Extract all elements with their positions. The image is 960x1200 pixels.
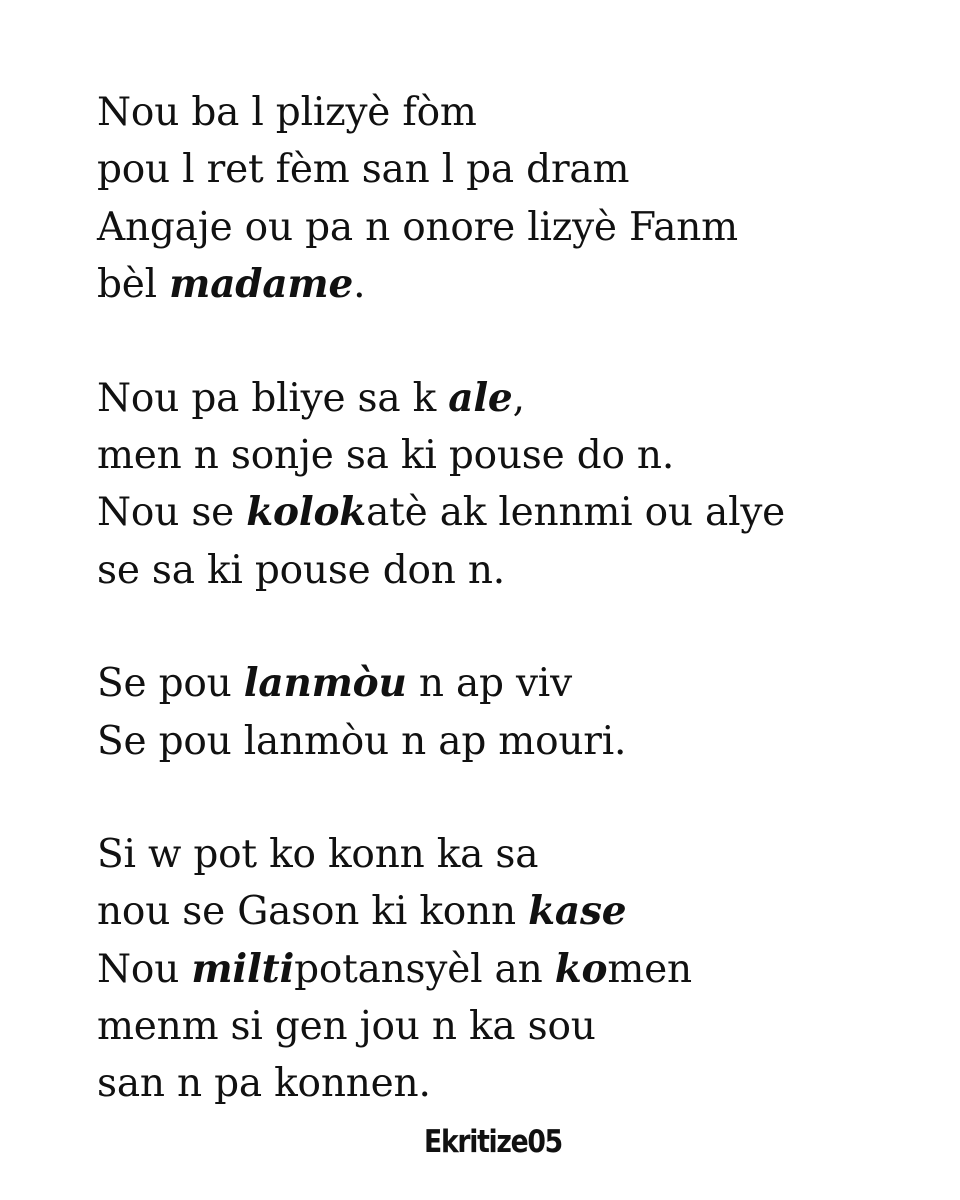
line-text: nou se Gason ki konn [97, 889, 529, 935]
poem-line [97, 199, 917, 256]
emphasized-word: kase [528, 888, 627, 935]
poem-line [97, 542, 917, 599]
poem-line [97, 1055, 917, 1112]
stanza-4 [97, 826, 917, 1113]
poem-line [97, 141, 917, 198]
line-text: Nou pa bliye sa k [97, 375, 449, 421]
emphasized-word: lanmòu [243, 660, 407, 707]
poem-line [97, 427, 917, 484]
line-text: Angaje ou pa n onore lizyè Fanm [97, 204, 738, 250]
author-signature: Ekritize05 [424, 1124, 562, 1160]
poem-line [97, 655, 917, 712]
line-text: se sa ki pouse don n. [97, 547, 505, 593]
emphasized-word: kolok [246, 489, 367, 536]
poem-line [97, 998, 917, 1055]
poem-line [97, 370, 917, 427]
emphasized-word: ale [448, 374, 513, 421]
stanza-2 [97, 370, 917, 600]
line-text: , [512, 375, 525, 421]
line-text: san n pa konnen. [97, 1061, 431, 1107]
line-text: pou l ret fèm san l pa dram [97, 147, 630, 193]
emphasized-word: madame [169, 261, 354, 308]
line-text: . [353, 262, 366, 308]
stanza-3 [97, 655, 917, 770]
line-text: Nou [97, 946, 192, 992]
poem-body [97, 84, 917, 1113]
line-text: atè ak lennmi ou alye [366, 490, 786, 536]
line-text: potansyèl an [294, 946, 555, 992]
poem-line [97, 713, 917, 770]
emphasized-word: milti [191, 945, 295, 992]
line-text: Se pou [97, 661, 244, 707]
poem-line [97, 84, 917, 141]
poem-line [97, 484, 917, 541]
line-text: bèl [97, 262, 170, 308]
stanza-1 [97, 84, 917, 314]
line-text: Nou ba l plizyè fòm [97, 90, 477, 135]
poem-line [97, 256, 917, 313]
poem-line [97, 883, 917, 940]
line-text: menm si gen jou n ka sou [97, 1004, 596, 1050]
line-text: Nou se [97, 490, 247, 536]
poem-line [97, 826, 917, 883]
line-text: n ap viv [406, 661, 572, 707]
line-text: Si w pot ko konn ka sa [97, 831, 539, 877]
line-text: men [607, 946, 692, 992]
poem-line [97, 941, 917, 998]
emphasized-word: ko [554, 945, 608, 992]
line-text: Se pou lanmòu n ap mouri. [97, 718, 627, 764]
line-text: men n sonje sa ki pouse do n. [97, 432, 675, 478]
